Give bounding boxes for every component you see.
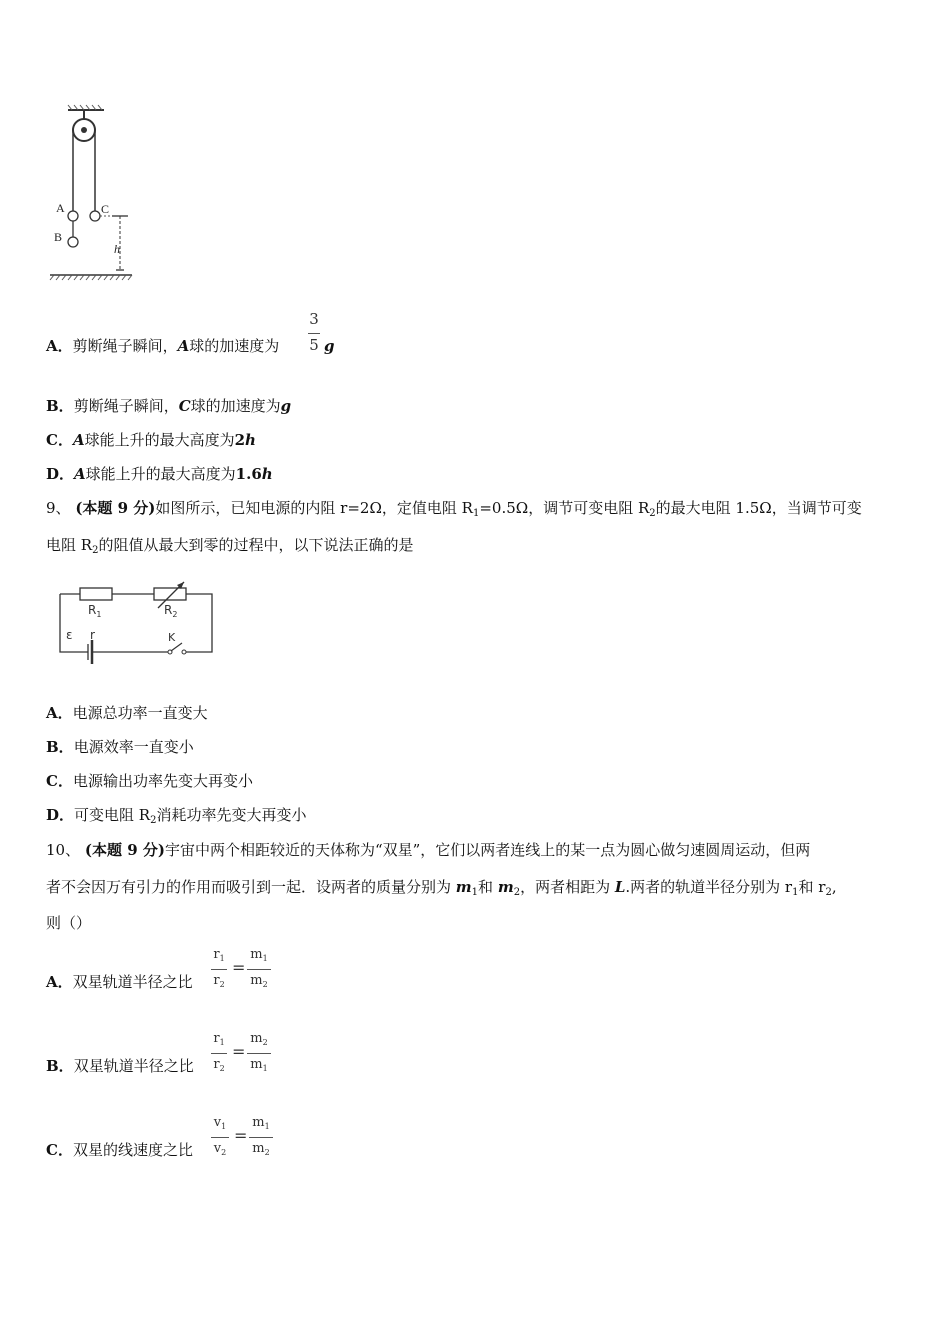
q10a-right-fraction: $m_1$ $m_2$ <box>246 947 272 997</box>
r1-label: $R_1$ <box>88 603 102 619</box>
r2-label: $R_2$ <box>164 603 178 619</box>
emf-label: ε <box>66 628 73 642</box>
q10-stem-line3: 则（） <box>46 914 92 932</box>
q10b-right-fraction: $m_2$ $m_1$ <box>246 1031 272 1081</box>
q10a-left-fraction: $r_1$ $r_2$ <box>210 947 228 997</box>
q10c-equals: = <box>234 1126 248 1145</box>
q8a-fraction: 3 5 <box>309 310 319 354</box>
q8a-g: g <box>324 337 335 355</box>
q9-option-a: A．电源总功率一直变大 <box>46 704 208 722</box>
q8-option-d: D．A球能上升的最大高度为1.6h <box>46 465 273 483</box>
q9-stem-line1: 9、 (本题 9 分)如图所示，已知电源的内阻 r=2Ω，定值电阻 $R_1=0.5\Omega$，调节可变电阻 $R_2$的最大电阻 1.5Ω，当调节可变 <box>46 499 862 519</box>
q8-option-a: A．剪断绳子瞬间，A球的加速度为 <box>46 337 280 355</box>
q10c-right-fraction: $m_1$ $m_2$ <box>248 1115 274 1165</box>
q9-stem-line2: 电阻 $R_2$的阻值从最大到零的过程中，以下说法正确的是 <box>46 536 414 556</box>
label-h: h <box>114 242 120 256</box>
label-a: A <box>56 201 65 215</box>
q10-option-c: C．双星的线速度之比 <box>46 1141 193 1159</box>
label-b: B <box>54 230 63 244</box>
label-c: C <box>101 202 110 216</box>
q8-option-b: B．剪断绳子瞬间，C球的加速度为g <box>46 397 292 415</box>
q9-option-d: D．可变电阻 $R_2$消耗功率先变大再变小 <box>46 806 307 826</box>
q10b-left-fraction: $r_1$ $r_2$ <box>210 1031 228 1081</box>
pulley-figure <box>40 100 150 285</box>
q10-stem-line2: 者不会因万有引力的作用而吸引到一起．设两者的质量分别为 $m_1$和 $m_2$，两者相距为 L.两者的轨道半径分别为 $r_1$和 $r_2$, <box>46 878 837 898</box>
q8-option-c: C．A球能上升的最大高度为2h <box>46 431 256 449</box>
q10-option-b: B．双星轨道半径之比 <box>46 1057 194 1075</box>
internal-r-label: r <box>90 628 95 642</box>
q10c-left-fraction: $v_1$ $v_2$ <box>210 1115 230 1165</box>
q10b-equals: = <box>232 1042 246 1061</box>
switch-k-label: K <box>168 631 176 644</box>
q9-option-c: C．电源输出功率先变大再变小 <box>46 772 253 790</box>
q10-stem-line1: 10、 (本题 9 分)宇宙中两个相距较近的天体称为“双星”，它们以两者连线上的某一点为圆心做匀速圆周运动，但两 <box>46 841 811 859</box>
circuit-diagram <box>50 580 225 665</box>
q10-option-a: A．双星轨道半径之比 <box>46 973 193 991</box>
q10a-equals: = <box>232 958 246 977</box>
q9-option-b: B．电源效率一直变小 <box>46 738 194 756</box>
